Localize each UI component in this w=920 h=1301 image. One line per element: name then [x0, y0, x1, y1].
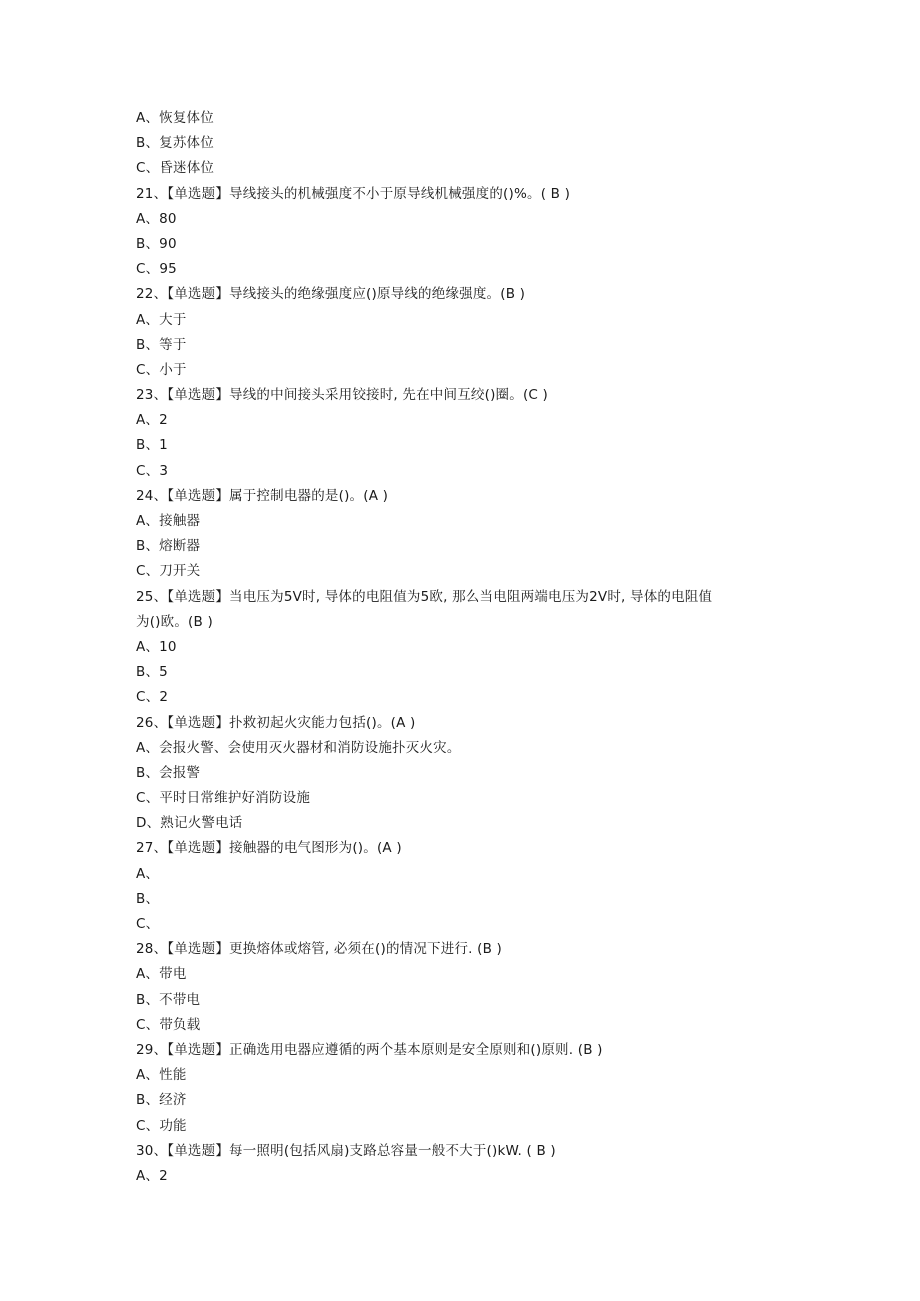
option-line: B、等于 — [136, 336, 187, 353]
option-line: C、昏迷体位 — [136, 160, 215, 177]
option-line: C、2 — [136, 689, 169, 706]
option-line: B、5 — [136, 664, 168, 681]
option-line: A、80 — [136, 210, 177, 227]
option-line: B、经济 — [136, 1092, 187, 1109]
question-25: 25、【单选题】当电压为5V时, 导体的电阻值为5欧, 那么当电阻两端电压为2V时, 导体的电阻值 — [136, 588, 713, 605]
question-27: 27、【单选题】接触器的电气图形为()。(A ) — [136, 840, 402, 857]
question-22: 22、【单选题】导线接头的绝缘强度应()原导线的绝缘强度。(B ) — [136, 286, 526, 303]
option-line: D、熟记火警电话 — [136, 815, 243, 832]
question-23: 23、【单选题】导线的中间接头采用铰接时, 先在中间互绞()圈。(C ) — [136, 387, 548, 404]
option-line: C、3 — [136, 462, 169, 479]
question-28: 28、【单选题】更换熔体或熔管, 必须在()的情况下进行. (B ) — [136, 941, 503, 958]
option-line: A、2 — [136, 1167, 168, 1184]
option-line: A、带电 — [136, 966, 187, 983]
option-line: B、90 — [136, 235, 177, 252]
question-26: 26、【单选题】扑救初起火灾能力包括()。(A ) — [136, 714, 416, 731]
question-24: 24、【单选题】属于控制电器的是()。(A ) — [136, 487, 389, 504]
option-line: C、 — [136, 916, 160, 932]
option-line: C、95 — [136, 261, 177, 278]
option-line: B、不带电 — [136, 991, 201, 1008]
option-line: A、恢复体位 — [136, 110, 214, 126]
option-line: C、功能 — [136, 1117, 187, 1134]
option-line: B、 — [136, 890, 160, 907]
option-line: C、平时日常维护好消防设施 — [136, 790, 311, 807]
question-30: 30、【单选题】每一照明(包括风扇)支路总容量一般不大于()kW. ( B ) — [136, 1142, 556, 1159]
option-line: A、 — [136, 865, 160, 882]
option-line: A、接触器 — [136, 513, 201, 529]
question-21: 21、【单选题】导线接头的机械强度不小于原导线机械强度的()%。( B ) — [136, 185, 571, 202]
option-line: B、会报警 — [136, 764, 201, 781]
option-line: A、性能 — [136, 1067, 187, 1084]
option-line: A、10 — [136, 638, 177, 655]
question-29: 29、【单选题】正确选用电器应遵循的两个基本原则是安全原则和()原则. (B ) — [136, 1041, 603, 1058]
option-line: C、小于 — [136, 361, 187, 378]
question-25-continued: 为()欧。(B ) — [136, 613, 213, 630]
option-line: B、1 — [136, 437, 168, 454]
option-line: A、2 — [136, 412, 168, 429]
option-line: A、会报火警、会使用灭火器材和消防设施扑灭火灾。 — [136, 739, 461, 756]
question-list — [136, 106, 776, 1189]
option-line: C、带负载 — [136, 1016, 201, 1033]
option-line: A、大于 — [136, 311, 187, 328]
option-line: B、熔断器 — [136, 538, 201, 555]
option-line: B、复苏体位 — [136, 135, 214, 152]
option-line: C、刀开关 — [136, 563, 201, 580]
